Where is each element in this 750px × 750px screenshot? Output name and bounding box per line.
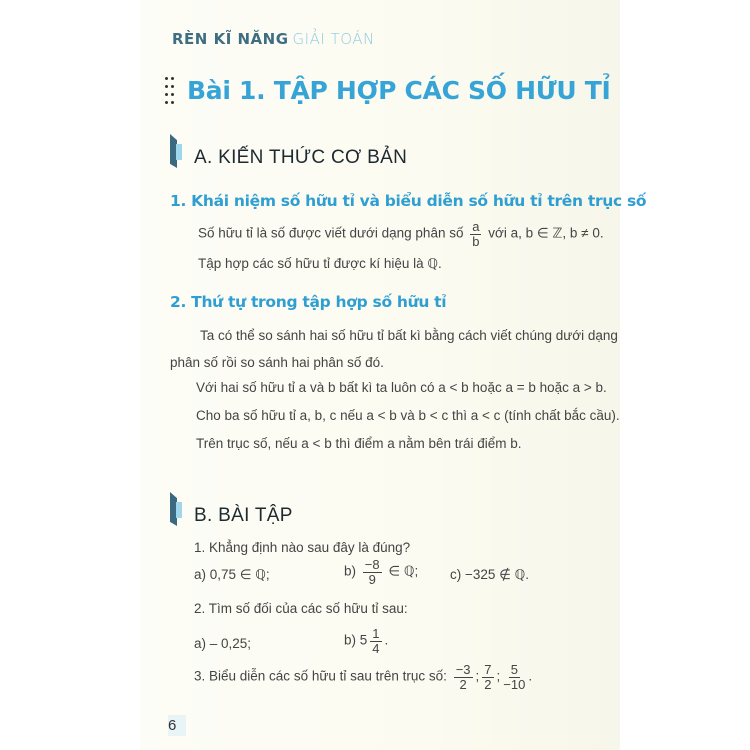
running-head-light: GIẢI TOÁN [292,30,375,48]
running-head [172,30,375,48]
section-bracket-icon [170,492,186,526]
exercise-3-title: 3. Biểu diễn các số hữu tỉ sau trên trục số: [194,668,447,684]
exercise-2-option-a: a) – 0,25; [194,636,252,651]
fraction-7-over-2: $\frac{7}{2}$ [484,662,492,692]
exercise-2-option-b: b) 5 $\frac{1}{4}$ . [344,626,389,656]
section-bracket-icon [170,134,186,168]
fraction-minus3-over-2: $\frac{-3}{2}$ [455,662,471,692]
section-a-heading [170,134,407,168]
order-line-4: Cho ba số hữu tỉ a, b, c nếu a < b và b < c thì a < c (tính chất bắc cầu). [196,408,620,423]
dots-grid-icon [165,77,177,104]
exercise-1-option-c: c) −325 ∉ ℚ. [450,567,530,582]
lesson-title-text: Bài 1. TẬP HỢP CÁC SỐ HỮU TỈ [187,76,611,105]
exercise-1-option-b: b) $\frac{-8}{9}$ ∈ ℚ; [344,557,419,587]
order-line-5: Trên trục số, nếu a < b thì điểm a nằm bên trái điểm b. [196,436,522,451]
order-line-2: phân số rồi so sánh hai phân số đó. [170,355,384,370]
section-b-heading [170,492,293,526]
subsection-2-title: 2. Thứ tự trong tập hợp số hữu tỉ [170,293,447,311]
section-b-label: B. BÀI TẬP [194,505,293,526]
section-a-label: A. KIẾN THỨC CƠ BẢN [194,147,408,168]
definition-line [198,220,604,248]
fraction-a-over-b: $\frac{a}{b}$ [472,219,480,249]
exercise-3: 3. Biểu diễn các số hữu tỉ sau trên trục số: $\frac{-3}{2}$ ; $\frac{7}{2}$ ; $\frac{5}{-10}$ . [194,662,533,692]
order-line-3: Với hai số hữu tỉ a và b bất kì ta luôn có a < b hoặc a = b hoặc a > b. [196,380,607,395]
page-number: 6 [168,715,186,736]
fraction-minus8-over-9: $\frac{-8}{9}$ [364,557,380,587]
order-line-1: Ta có thể so sánh hai số hữu tỉ bất kì bằng cách viết chúng dưới dạng [200,328,618,343]
exercise-2-title: 2. Tìm số đối của các số hữu tỉ sau: [194,601,408,616]
subsection-1-title: 1. Khái niệm số hữu tỉ và biểu diễn số hữu tỉ trên trục số [170,192,647,210]
lesson-title [165,76,611,105]
definition-condition: với a, b ∈ ℤ, b ≠ 0. [488,225,604,241]
running-head-strong: RÈN KĨ NĂNG [172,30,289,48]
fraction-5-over-minus10: $\frac{5}{-10}$ [503,662,526,692]
set-notation-line: Tập hợp các số hữu tỉ được kí hiệu là ℚ. [198,256,442,271]
fraction-1-over-4: $\frac{1}{4}$ [372,626,380,656]
definition-text: Số hữu tỉ là số được viết dưới dạng phân số [198,225,464,241]
exercise-1-option-a: a) 0,75 ∈ ℚ; [194,567,270,582]
exercise-1-title: 1. Khẳng định nào sau đây là đúng? [194,540,411,555]
